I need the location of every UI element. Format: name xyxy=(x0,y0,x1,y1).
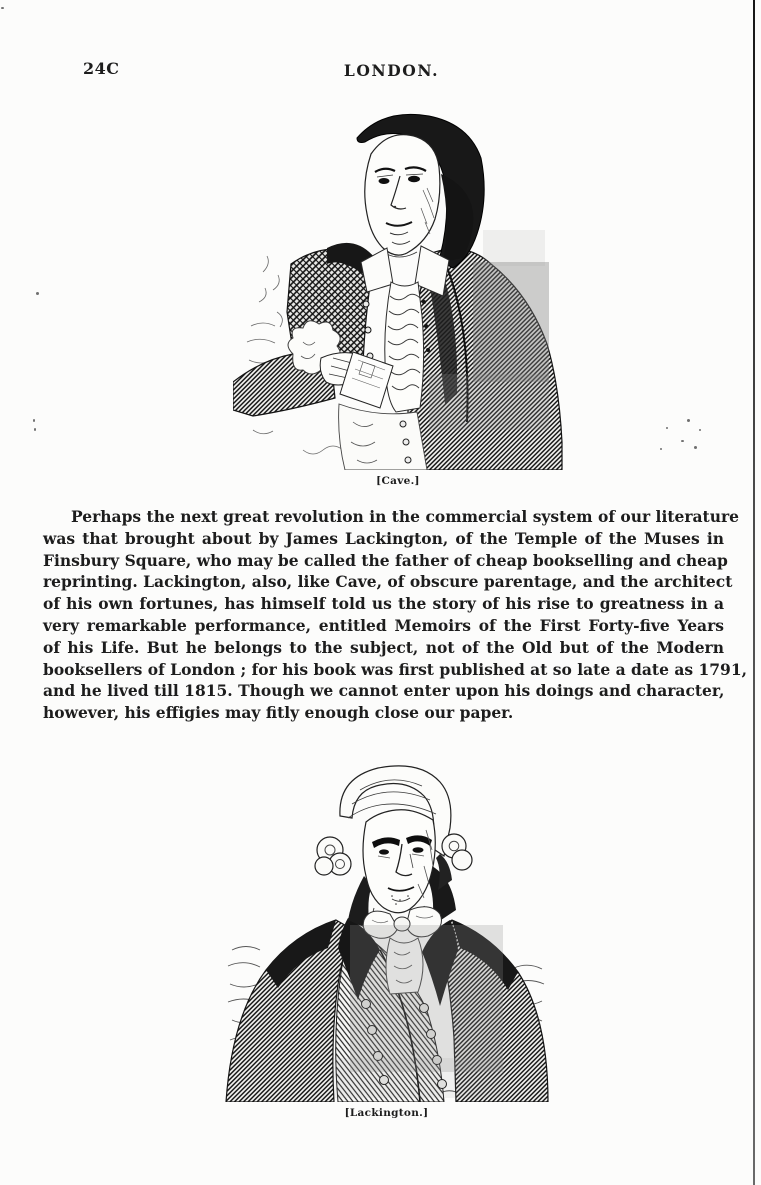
scan-speck xyxy=(666,427,668,429)
face xyxy=(365,135,440,255)
scan-speck xyxy=(699,429,701,431)
running-title: LONDON. xyxy=(343,61,440,80)
text-line xyxy=(43,680,724,702)
paragraph xyxy=(43,506,748,724)
scan-speck xyxy=(687,419,690,422)
figure-lackington xyxy=(214,758,559,1119)
text-line-content: was that brought about by James Lackington, of the Temple of the Muses in xyxy=(43,528,724,548)
scan-wash xyxy=(334,925,504,1098)
text-line xyxy=(43,550,728,572)
text-line-content: Finsbury Square, who may be called the father of cheap bookselling and cheap xyxy=(43,550,728,570)
text-line xyxy=(43,637,724,659)
figure-caption-lackington: [Lackington.] xyxy=(344,1107,429,1119)
scan-speck xyxy=(33,419,35,422)
text-line-content: Perhaps the next great revolution in the commercial system of our literature xyxy=(71,507,740,526)
scan-speck xyxy=(34,428,36,431)
text-line-content: very remarkable performance, entitled Memoirs of the First Forty-five Years xyxy=(43,615,724,635)
text-line xyxy=(43,528,724,550)
text-line xyxy=(43,506,740,528)
figure-caption-cave: [Cave.] xyxy=(376,475,420,487)
page-number: 24C xyxy=(83,59,120,78)
text-line-content: reprinting. Lackington, also, like Cave, of obscure parentage, and the architect xyxy=(43,572,733,592)
scan-speck xyxy=(681,440,684,442)
figure-cave xyxy=(233,112,563,487)
scan-speck xyxy=(1,7,4,9)
text-line-content: however, his effigies may fitly enough close our paper. xyxy=(43,703,514,723)
text-line xyxy=(43,593,724,615)
text-line-content: booksellers of London ; for his book was first published at so late a date as 1791, xyxy=(43,659,748,679)
text-line-content: and he lived till 1815. Though we cannot enter upon his doings and character, xyxy=(43,681,725,701)
text-line-content: of his Life. But he belongs to the subject, not of the Old but of the Modern xyxy=(43,637,724,657)
scan-speck xyxy=(660,448,662,450)
scan-speck xyxy=(36,292,39,295)
lackington-portrait-engraving xyxy=(214,758,559,1102)
text-line-content: of his own fortunes, has himself told us the story of his rise to greatness in a xyxy=(43,594,724,614)
text-line xyxy=(43,659,748,681)
scan-speck xyxy=(694,446,697,449)
text-line xyxy=(43,702,724,724)
cave-portrait-engraving xyxy=(233,112,563,470)
scan-edge-line xyxy=(753,0,755,1185)
waistcoat xyxy=(339,404,427,470)
text-line xyxy=(43,615,724,637)
text-line xyxy=(43,571,733,593)
